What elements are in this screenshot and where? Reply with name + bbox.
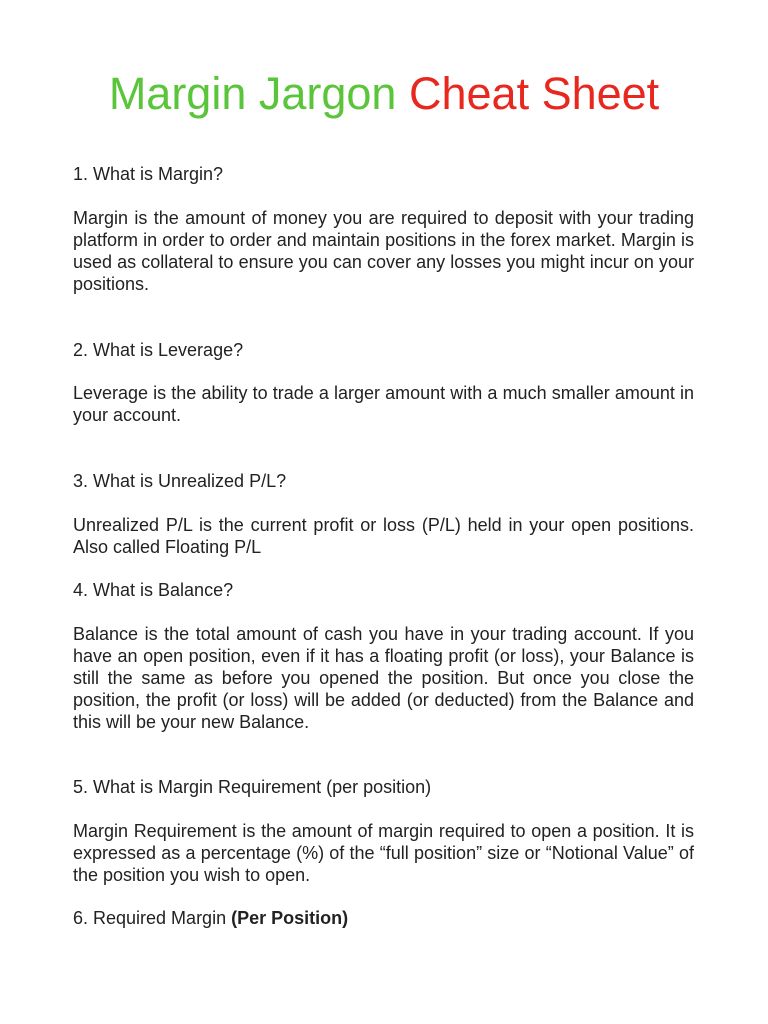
section-4-heading: 4. What is Balance? [73, 580, 234, 600]
section-1-heading: 1. What is Margin? [73, 164, 224, 184]
title-part-margin-jargon: Margin Jargon [108, 68, 397, 119]
section-4-body: Balance is the total amount of cash you have in your trading account. If you have an open position, even if it has a floating profit (or loss), your Balance is still the same as before you opened the position. But once you close the position, the profit (or loss) will be added (or deducted) from the Balance and this will be your new Balance. [73, 624, 694, 732]
section-6-heading-text: 6. Required Margin [73, 908, 232, 928]
page-title [0, 66, 768, 122]
section-6-heading-bold: (Per Position) [231, 908, 349, 928]
section-3-body: Unrealized P/L is the current profit or loss (P/L) held in your open positions. Also called Floating P/L [73, 515, 694, 557]
section-2-heading: 2. What is Leverage? [73, 340, 244, 360]
section-2-body: Leverage is the ability to trade a larger amount with a much smaller amount in your account. [73, 383, 694, 425]
section-5-heading: 5. What is Margin Requirement (per position) [73, 777, 432, 797]
section-1-body: Margin is the amount of money you are required to deposit with your trading platform in order to order and maintain positions in the forex market. Margin is used as collateral to ensure you can cover any losses you might incur on your positions. [73, 208, 694, 294]
section-5-body: Margin Requirement is the amount of margin required to open a position. It is expressed as a percentage (%) of the “full position” size or “Notional Value” of the position you wish to open. [73, 821, 694, 885]
title-part-cheat-sheet: Cheat Sheet [408, 68, 660, 119]
section-3-heading: 3. What is Unrealized P/L? [73, 471, 287, 491]
section-6-heading [73, 907, 694, 929]
